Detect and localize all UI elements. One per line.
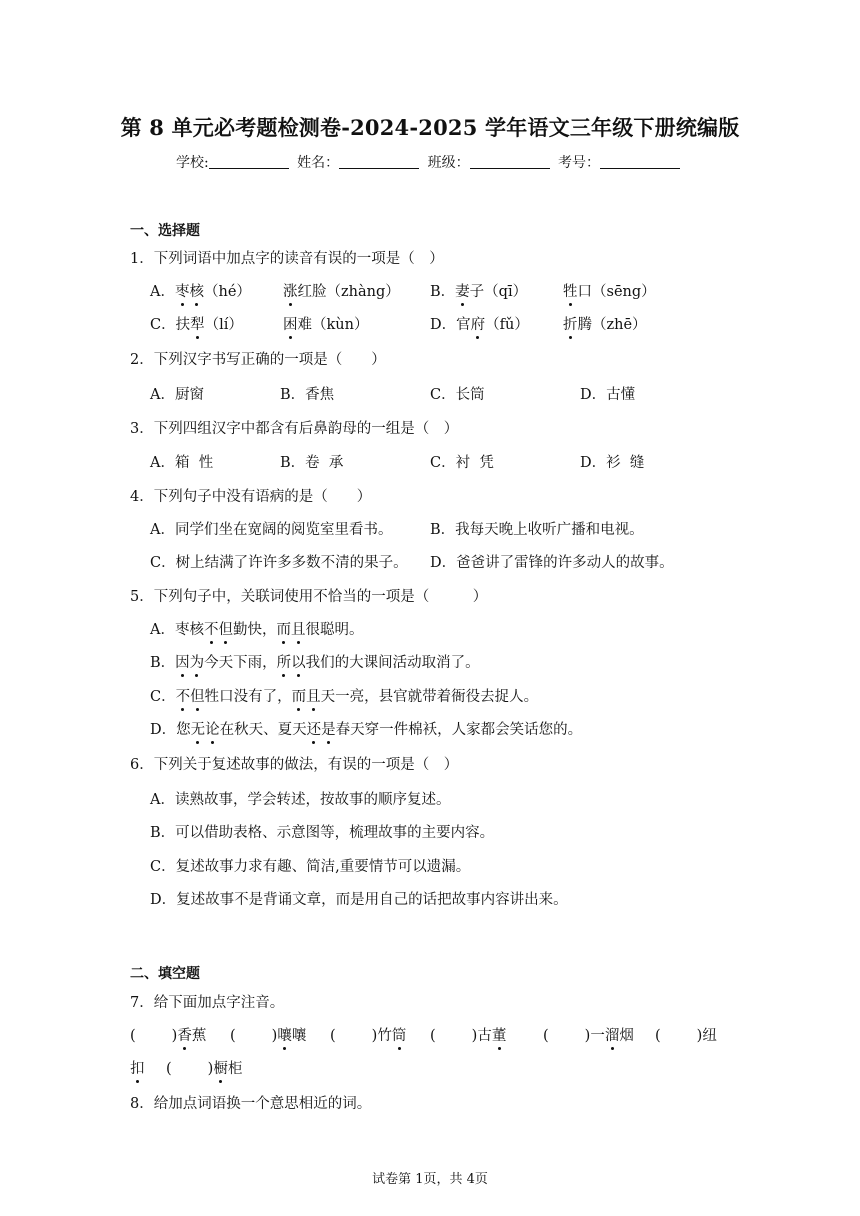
question-1-option-d2: 折腾（zhē） (563, 313, 647, 334)
question-3-option-a: A．箱 性 (150, 455, 214, 471)
page-title: 第 8 单元必考题检测卷-2024-2025 学年语文三年级下册统编版 (120, 115, 740, 140)
question-1-option-b: B．妻子（qī） (430, 280, 527, 301)
question-4-option-d: D．爸爸讲了雷锋的许多动人的故事。 (430, 555, 674, 571)
question-2-stem: 2．下列汉字书写正确的一项是（ ） (130, 352, 386, 368)
class-label: 班级： (427, 155, 470, 171)
question-1-option-c: C．扶犁（lí） (150, 313, 243, 334)
question-2-option-a: A．厨窗 (150, 387, 204, 403)
question-1-option-a: A．枣核（hé） (150, 280, 251, 301)
q7-item-5: ( )一溜烟 (543, 1024, 634, 1045)
question-6-stem: 6．下列关于复述故事的做法，有误的一项是（ ） (130, 757, 459, 773)
question-6-option-d: D．复述故事不是背诵文章，而是用自己的话把故事内容讲出来。 (150, 892, 568, 908)
school-label: 学校: (175, 155, 209, 171)
question-5-option-a: A．枣核不但勤快，而且很聪明。 (150, 618, 363, 639)
question-3-option-d: D．衫 缝 (580, 455, 645, 471)
name-blank[interactable] (339, 155, 419, 169)
student-info-line (0, 152, 860, 172)
question-4-stem: 4．下列句子中没有语病的是（ ） (130, 489, 372, 505)
question-7-stem: 7．给下面加点字注音。 (130, 995, 285, 1011)
question-3-option-c: C．衬 凭 (430, 455, 494, 471)
q7-item-4: ( )古董 (430, 1024, 506, 1045)
q7-item-3: ( )竹筒 (330, 1024, 406, 1045)
name-label: 姓名： (297, 155, 340, 171)
section-heading-choice: 一、选择题 (130, 223, 200, 239)
q7-item-2: ( )嚷嚷 (230, 1024, 306, 1045)
question-4-option-c: C．树上结满了许许多多数不清的果子。 (150, 555, 408, 571)
q7-item-7: ( )橱柜 (166, 1057, 242, 1078)
q7-item-6: ( )纽 (655, 1028, 717, 1044)
question-1-option-d: D．官府（fǔ） (430, 313, 529, 334)
question-1-stem: 1．下列词语中加点字的读音有误的一项是（ ） (130, 251, 444, 267)
question-2-option-b: B．香焦 (280, 387, 335, 403)
number-blank[interactable] (600, 155, 680, 169)
question-5-option-b: B．因为今天下雨，所以我们的大课间活动取消了。 (150, 651, 480, 672)
question-4-option-a: A．同学们坐在宽阔的阅览室里看书。 (150, 522, 393, 538)
q7-item-1: ( )香蕉 (130, 1024, 206, 1045)
question-6-option-c: C．复述故事力求有趣、简洁,重要情节可以遗漏。 (150, 859, 471, 875)
page-footer: 试卷第 1页，共 4页 (372, 1172, 488, 1187)
school-blank[interactable] (209, 155, 289, 169)
question-3-option-b: B．卷 承 (280, 455, 344, 471)
question-1-option-a2: 涨红脸（zhàng） (283, 280, 400, 301)
question-2-option-d: D．古懂 (580, 387, 636, 403)
question-4-option-b: B．我每天晚上收听广播和电视。 (430, 522, 644, 538)
number-label: 考号： (558, 155, 601, 171)
question-5-stem: 5．下列句子中，关联词使用不恰当的一项是（ ） (130, 589, 488, 605)
question-5-option-d: D．您无论在秋天、夏天还是春天穿一件棉袄，人家都会笑话您的。 (150, 718, 582, 739)
class-blank[interactable] (470, 155, 550, 169)
question-1-option-b2: 牲口（sēng） (563, 280, 656, 301)
question-2-option-c: C．长筒 (430, 387, 485, 403)
question-6-option-b: B．可以借助表格、示意图等，梳理故事的主要内容。 (150, 825, 495, 841)
question-6-option-a: A．读熟故事，学会转述，按故事的顺序复述。 (150, 792, 451, 808)
section-heading-fill: 二、填空题 (130, 966, 200, 982)
q7-item-6-continued: 扣 (130, 1057, 145, 1078)
question-3-stem: 3．下列四组汉字中都含有后鼻韵母的一组是（ ） (130, 421, 459, 437)
question-8-stem: 8．给加点词语换一个意思相近的词。 (130, 1096, 372, 1112)
question-1-option-c2: 困难（kùn） (283, 313, 368, 334)
question-5-option-c: C．不但牲口没有了，而且天一亮，县官就带着衙役去捉人。 (150, 685, 538, 706)
